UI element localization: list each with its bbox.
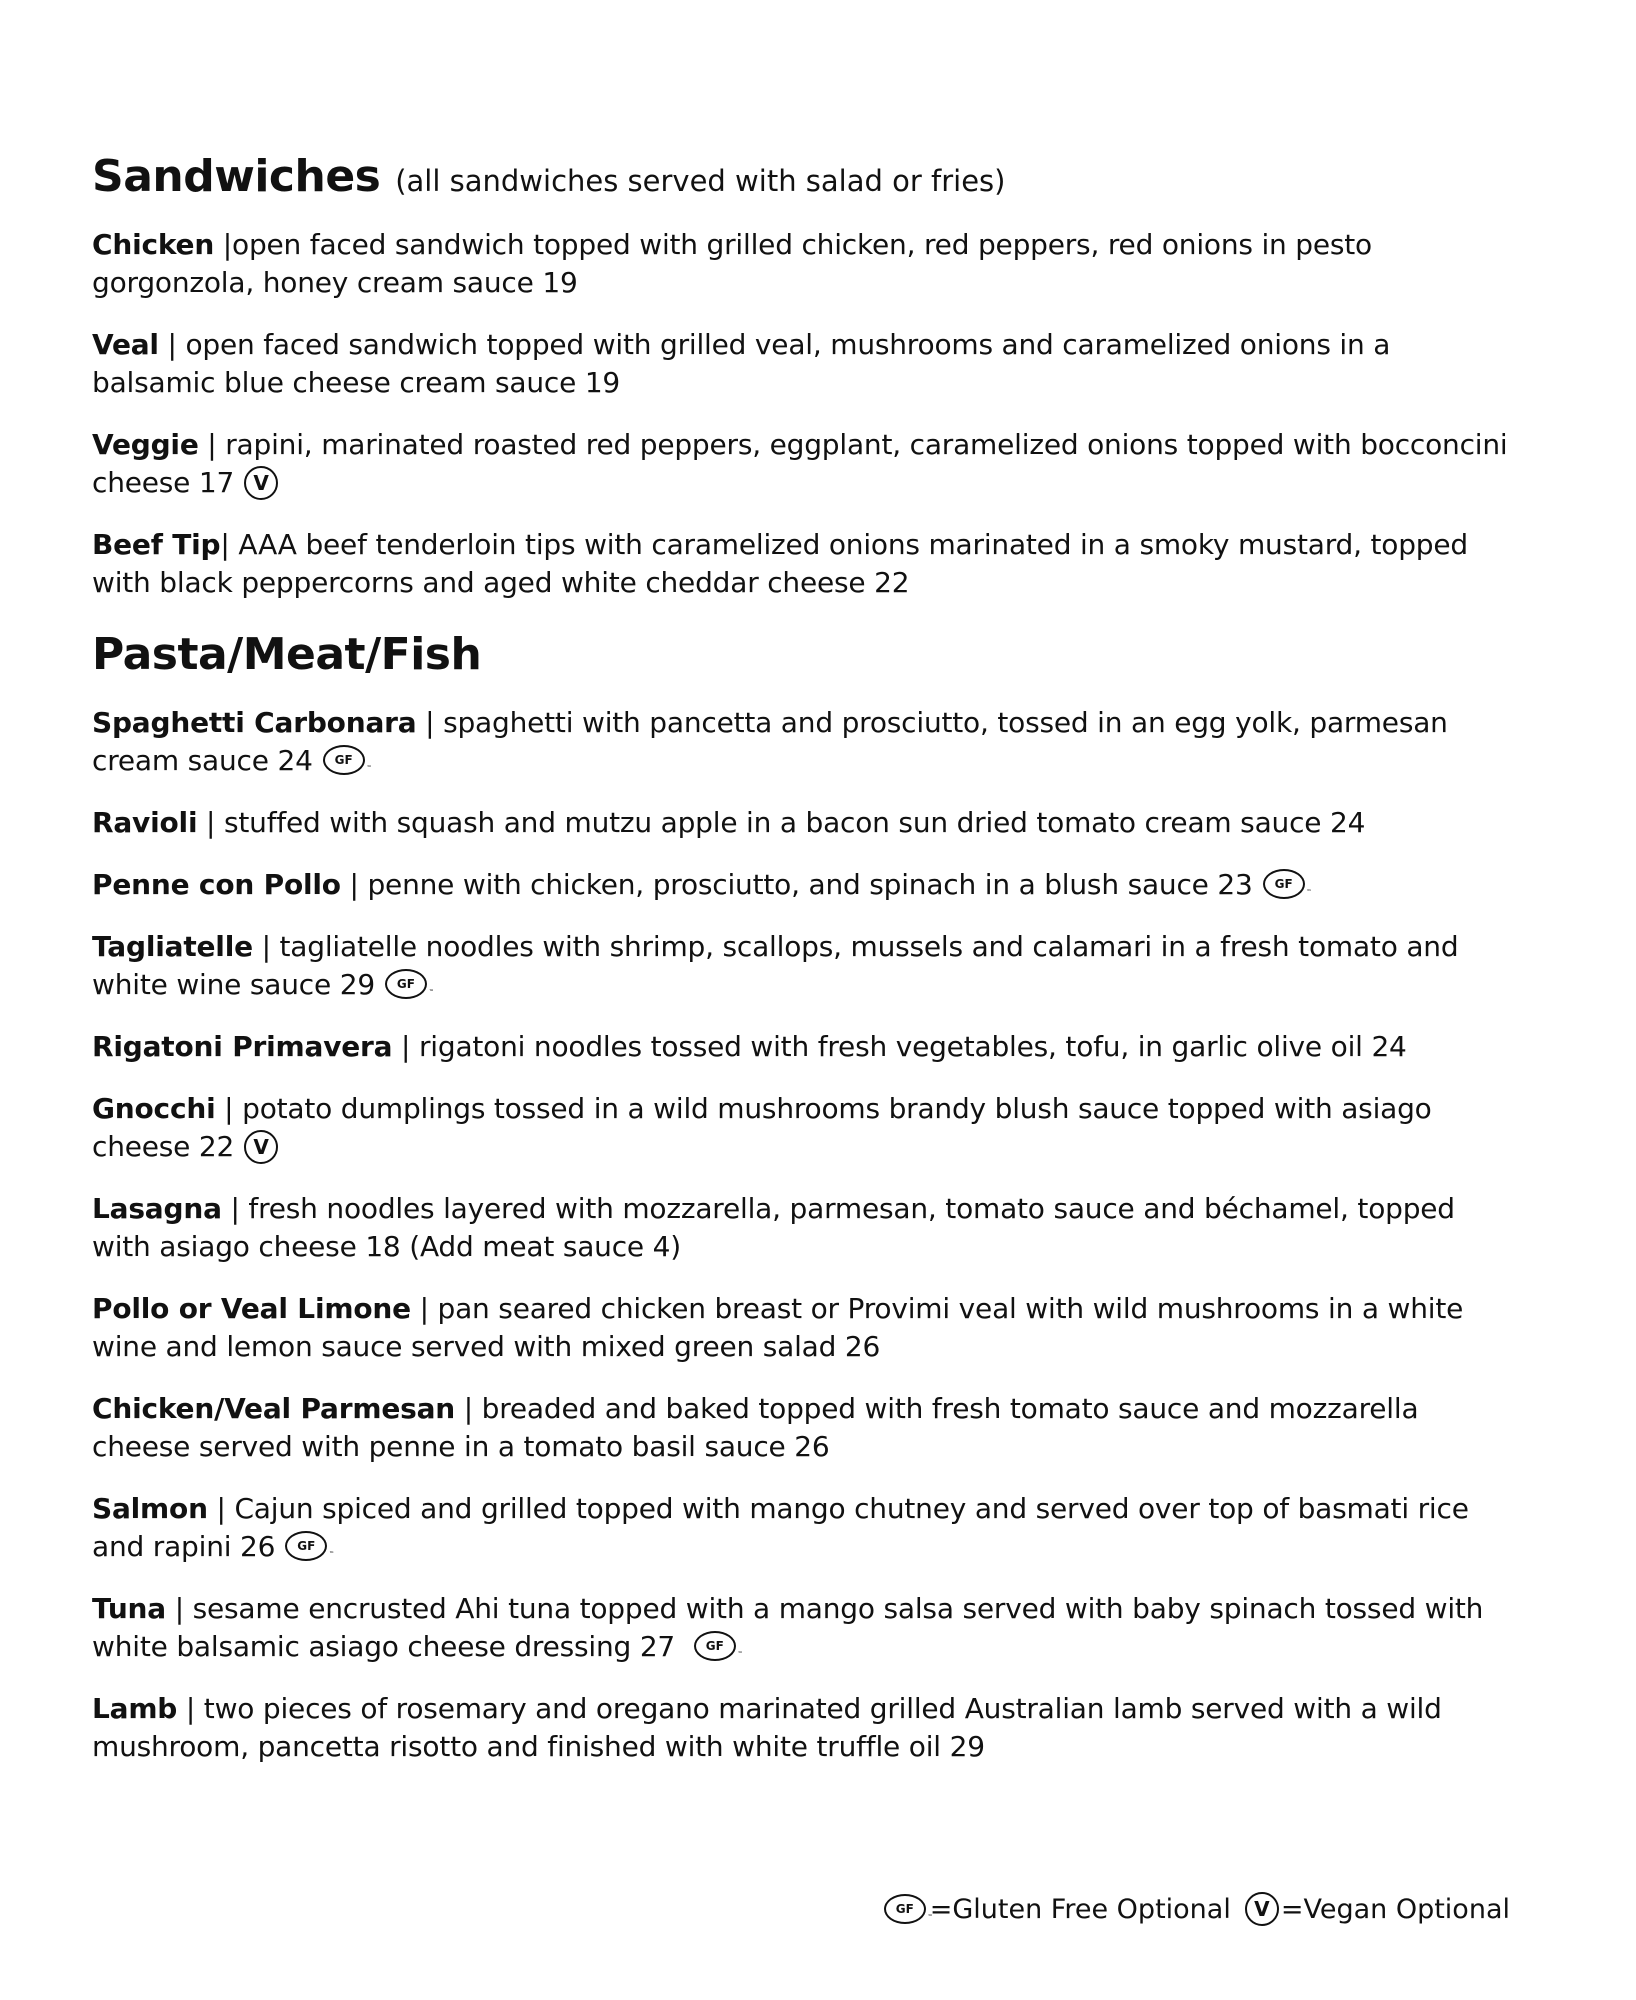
vegan-icon: V xyxy=(244,1130,278,1164)
menu-item-veggie xyxy=(92,426,1517,502)
menu-item-salmon xyxy=(92,1490,1512,1566)
item-description: | potato dumplings tossed in a wild mushrooms brandy blush sauce topped with asiago cheese xyxy=(92,1092,1441,1163)
menu-page xyxy=(92,148,1517,1790)
item-price: 19 xyxy=(542,266,578,299)
item-description: | rigatoni noodles tossed with fresh vegetables, tofu, in garlic olive oil xyxy=(392,1030,1363,1063)
item-description: | open faced sandwich topped with grilled veal, mushrooms and caramelized onions in a balsamic blue cheese cream sauce xyxy=(92,328,1399,399)
menu-item-beef-tip xyxy=(92,526,1512,602)
item-description: | rapini, marinated roasted red peppers, eggplant, caramelized onions topped with bocconcini cheese xyxy=(92,428,1517,499)
item-price: 23 xyxy=(1217,868,1253,901)
item-name: Beef Tip xyxy=(92,528,221,561)
vegan-legend-text: =Vegan Optional xyxy=(1280,1893,1510,1925)
gluten-free-legend-text: =Gluten Free Optional xyxy=(929,1893,1231,1925)
item-description: | two pieces of rosemary and oregano marinated grilled Australian lamb served with a wild mushroom, pancetta risotto and finished with white truffle oil xyxy=(92,1692,1451,1763)
menu-item-penne-con-pollo xyxy=(92,866,1512,904)
item-price: 18 xyxy=(365,1230,401,1263)
item-name: Chicken xyxy=(92,228,215,261)
pasta-heading: Pasta/Meat/Fish xyxy=(92,629,482,680)
sandwiches-note: (all sandwiches served with salad or fries) xyxy=(395,164,1006,198)
gluten-free-icon: GF ™ xyxy=(884,1894,926,1924)
menu-item-gnocchi xyxy=(92,1090,1512,1166)
menu-item-tagliatelle xyxy=(92,928,1512,1004)
item-name: Veal xyxy=(92,328,159,361)
menu-item-ravioli xyxy=(92,804,1512,842)
item-description: | breaded and baked topped with fresh tomato sauce and mozzarella cheese served with penne in a tomato basil sauce xyxy=(92,1392,1428,1463)
item-price: 19 xyxy=(584,366,621,399)
item-price: 27 xyxy=(639,1630,676,1663)
item-price: 29 xyxy=(949,1730,985,1763)
item-description: | pan seared chicken breast or Provimi veal with wild mushrooms in a white wine and lemon sauce served with mixed green salad xyxy=(92,1292,1472,1363)
item-name: Spaghetti Carbonara xyxy=(92,706,417,739)
item-name: Chicken/Veal Parmesan xyxy=(92,1392,455,1425)
dietary-legend xyxy=(884,1892,1510,1926)
item-price: 22 xyxy=(874,566,910,599)
item-description: | tagliatelle noodles with shrimp, scallops, mussels and calamari in a fresh tomato and white wine sauce xyxy=(92,930,1468,1001)
gluten-free-icon: GF ™ xyxy=(694,1631,736,1661)
menu-item-lamb xyxy=(92,1690,1512,1766)
item-price: 22 xyxy=(198,1130,235,1163)
item-description: | Cajun spiced and grilled topped with mango chutney and served over top of basmati rice and rapini xyxy=(92,1492,1478,1563)
item-name: Tagliatelle xyxy=(92,930,253,963)
item-description: | fresh noodles layered with mozzarella, parmesan, tomato sauce and béchamel, topped with asiago cheese xyxy=(92,1192,1464,1263)
item-price: 24 xyxy=(1330,806,1366,839)
item-price: 24 xyxy=(1371,1030,1407,1063)
sandwiches-heading xyxy=(92,148,1512,210)
item-price: 26 xyxy=(240,1530,276,1563)
item-name: Penne con Pollo xyxy=(92,868,341,901)
item-name: Lamb xyxy=(92,1692,178,1725)
item-price: 26 xyxy=(794,1430,830,1463)
menu-item-pollo-veal-limone xyxy=(92,1290,1512,1366)
menu-item-chicken-veal-parmesan xyxy=(92,1390,1512,1466)
gluten-free-icon: GF ™ xyxy=(323,745,365,775)
menu-item-chicken xyxy=(92,226,1512,302)
item-name: Tuna xyxy=(92,1592,166,1625)
item-price: 29 xyxy=(339,968,375,1001)
item-description: |open faced sandwich topped with grilled chicken, red peppers, red onions in pesto gorgonzola, honey cream sauce xyxy=(92,228,1381,299)
item-name: Gnocchi xyxy=(92,1092,216,1125)
item-name: Rigatoni Primavera xyxy=(92,1030,393,1063)
item-name: Pollo or Veal Limone xyxy=(92,1292,411,1325)
vegan-icon: V xyxy=(1245,1892,1279,1926)
item-description: | spaghetti with pancetta and prosciutto, tossed in an egg yolk, parmesan cream sauce xyxy=(92,706,1457,777)
item-name: Lasagna xyxy=(92,1192,222,1225)
item-description: | AAA beef tenderloin tips with caramelized onions marinated in a smoky mustard, topped with black peppercorns and aged white cheddar cheese xyxy=(92,528,1477,599)
menu-item-rigatoni-primavera xyxy=(92,1028,1512,1066)
gluten-free-icon: GF ™ xyxy=(385,969,427,999)
gluten-free-icon: GF ™ xyxy=(1263,869,1305,899)
item-description: | sesame encrusted Ahi tuna topped with a mango salsa served with baby spinach tossed with white balsamic asiago cheese dressing xyxy=(92,1592,1492,1663)
item-name: Salmon xyxy=(92,1492,208,1525)
item-description: | penne with chicken, prosciutto, and spinach in a blush sauce xyxy=(340,868,1209,901)
item-price: 17 xyxy=(198,466,235,499)
item-name: Veggie xyxy=(92,428,199,461)
item-price: 24 xyxy=(277,744,313,777)
item-description: | stuffed with squash and mutzu apple in a bacon sun dried tomato cream sauce xyxy=(197,806,1322,839)
vegan-icon: V xyxy=(244,466,278,500)
menu-item-veal xyxy=(92,326,1512,402)
item-name: Ravioli xyxy=(92,806,198,839)
menu-item-tuna xyxy=(92,1590,1512,1666)
sandwiches-title: Sandwiches xyxy=(92,151,381,202)
menu-item-lasagna xyxy=(92,1190,1512,1266)
menu-item-spaghetti-carbonara xyxy=(92,704,1512,780)
item-price: 26 xyxy=(844,1330,881,1363)
item-extra: (Add meat sauce 4) xyxy=(409,1230,681,1263)
gluten-free-icon: GF ™ xyxy=(285,1531,327,1561)
